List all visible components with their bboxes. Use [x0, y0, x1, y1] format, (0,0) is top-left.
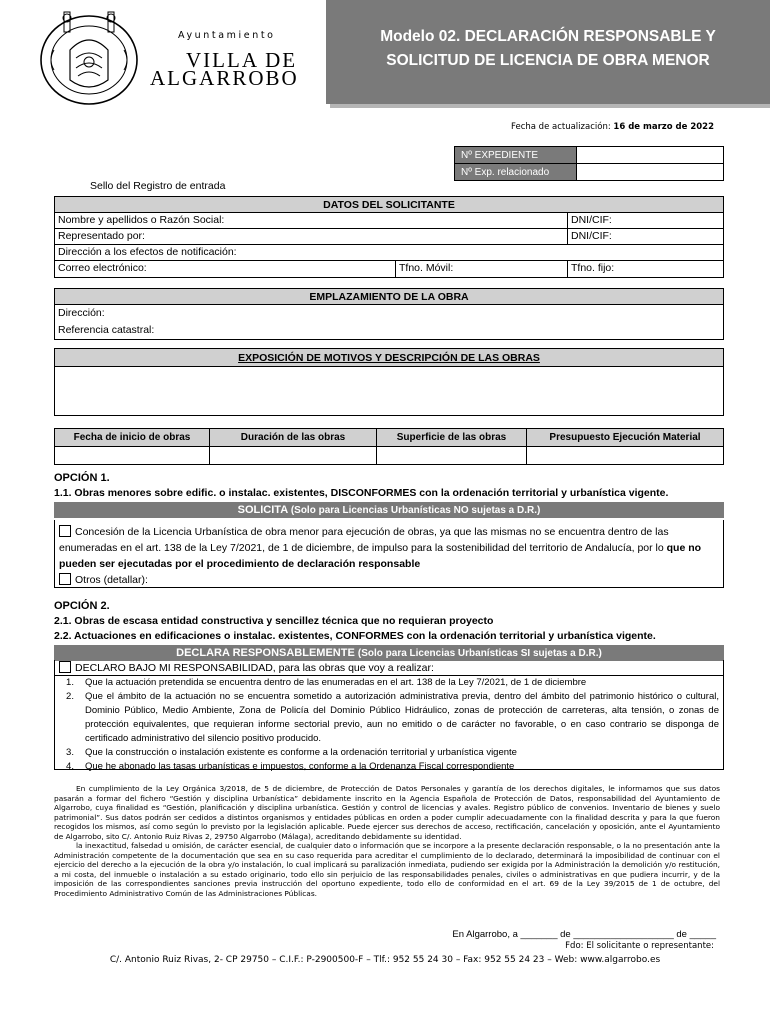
form-title-line1: Modelo 02. DECLARACIÓN RESPONSABLE Y	[380, 28, 716, 45]
obras-table	[54, 428, 724, 465]
item-text: Que la construcción o instalación existente es conforme a la ordenación territorial y urbanística vigente	[85, 747, 517, 758]
correo-field[interactable]: Correo electrónico:	[55, 261, 396, 277]
exp-relacionado-field[interactable]	[577, 164, 724, 181]
duracion-header: Duración de las obras	[210, 429, 377, 447]
solicita-label: SOLICITA	[237, 504, 288, 516]
concesion-checkbox[interactable]	[59, 525, 71, 537]
exposicion-title: EXPOSICIÓN DE MOTIVOS Y DESCRIPCIÓN DE LAS OBRAS	[55, 349, 723, 367]
concesion-text: Concesión de la Licencia Urbanística de obra menor para ejecución de obras, ya que las mismas no se encuentra dentro de las enumeradas en el art. 138 de la Ley 7/2021, de 1 de diciembre, de impulso para la sostenibilidad del territorio de Andalucía, por lo	[59, 526, 669, 554]
registro-sello-label: Sello del Registro de entrada	[90, 180, 226, 192]
opcion2-subtitle-2: 2.2. Actuaciones en edificaciones o instalac. existentes, CONFORMES con la ordenación territorial y urbanística vigente.	[54, 630, 656, 642]
opcion2-title: OPCIÓN 2.	[54, 600, 110, 612]
list-item	[55, 760, 723, 774]
firma-label: Fdo: El solicitante o representante:	[565, 941, 714, 951]
lugar-fecha-line: En Algarrobo, a _______ de ___________________ de _____	[452, 929, 716, 940]
direccion-notificacion-field[interactable]: Dirección a los efectos de notificación:	[58, 246, 237, 258]
item-number: 3.	[66, 747, 74, 758]
item-text: Que he abonado las tasas urbanísticas e impuestos, conforme a la Ordenanza Fiscal correspondiente	[85, 761, 515, 772]
otros-label: Otros (detallar):	[75, 574, 148, 586]
exp-relacionado-label: Nº Exp. relacionado	[455, 164, 577, 181]
nombre-field[interactable]: Nombre y apellidos o Razón Social:	[55, 213, 568, 228]
opcion1-subtitle: 1.1. Obras menores sobre edific. o instalac. existentes, DISCONFORMES con la ordenación territorial y urbanística vigente.	[54, 487, 669, 499]
exposicion-section	[54, 348, 724, 416]
update-date-value: 16 de marzo de 2022	[613, 122, 714, 132]
form-title-box	[326, 0, 770, 104]
update-date-label: Fecha de actualización:	[511, 122, 611, 132]
fecha-inicio-field[interactable]	[55, 447, 210, 465]
opcion1-title: OPCIÓN 1.	[54, 472, 110, 484]
direccion-obra-field[interactable]: Dirección:	[58, 307, 105, 319]
declara-label: DECLARA RESPONSABLEMENTE	[176, 647, 355, 659]
item-text: Que la actuación pretendida se encuentra dentro de las enumeradas en el art. 138 de la Ley 7/2021, de 1 de diciembre	[85, 677, 587, 688]
expediente-label: Nº EXPEDIENTE	[455, 147, 577, 164]
fijo-field[interactable]: Tfno. fijo:	[571, 262, 615, 274]
dni-field[interactable]: DNI/CIF:	[571, 214, 612, 226]
expediente-table	[454, 146, 724, 181]
fecha-inicio-header: Fecha de inicio de obras	[55, 429, 210, 447]
solicita-note: (Solo para Licencias Urbanísticas NO sujetas a D.R.)	[290, 505, 541, 516]
item-text: Que el ámbito de la actuación no se encuentra sometido a autorización administrativa previa, dentro del ámbito del patrimonio histórico o cultural, Dominio Público, Medio Ambiente, Zona de Policía del Dominio Público Hidráulico, zonas de protección de carreteras, alta tensión, o zonas de protección equivalentes, que requieran informe sectorial previo, aun no emitido o de carácter no favorable, o en caso contrario se disponga de certificado administrativo del silencio positivo producido.	[85, 691, 719, 744]
opcion2-subtitle-1: 2.1. Obras de escasa entidad constructiva y sencillez técnica que no requieran proyecto	[54, 615, 494, 627]
solicita-bar	[54, 502, 724, 518]
town-name-line1: VILLA DE	[186, 48, 298, 72]
footer-address: C/. Antonio Ruiz Rivas, 2- CP 29750 – C.I.F.: P-2900500-F – Tlf.: 952 55 24 30 – Fax: 952 55 24 23 – Web: www.algarrobo.es	[109, 955, 661, 965]
movil-field[interactable]: Tfno. Móvil:	[396, 261, 568, 277]
declaro-checkbox[interactable]	[59, 661, 71, 673]
list-item	[55, 690, 723, 746]
referencia-catastral-field[interactable]: Referencia catastral:	[58, 324, 155, 336]
legal-paragraph-1: En cumplimiento de la Ley Orgánica 3/2018, de 5 de diciembre, de Protección de Datos Personales y garantía de los derechos digitales, le informamos que sus datos pasarán a formar del fichero “Gestión y disciplina Urbanística” debidamente inscrito en la Agencia Española de Protección de Datos, responsabilidad del Ayuntamiento de Algarrobo, cuya finalidad es “Gestión, planificación y disciplina urbanística. Gestión y control de licencias y avales. Registro público de convenios. Inventario de bienes y suelo patrimonial”. Sus datos podrán ser cedidos a distintos organismos y entidades públicas en orden a poder cumplir adecuadamente con la finalidad descrita y para la que fueron recogidos los mismos, así como según lo previsto por la legislación aplicable. Puede ejercer sus derechos de acceso, rectificación, cancelación y oposición, ante el Ayuntamiento de Algarrobo, sito C/. Antonio Ruiz Rivas 2, 29750 Algarrobo (Málaga), acreditando debidamente su identidad.	[54, 784, 720, 841]
legal-notice	[54, 784, 720, 898]
ayuntamiento-label: Ayuntamiento	[178, 30, 276, 41]
declaro-text: DECLARO BAJO MI RESPONSABILIDAD, para las obras que voy a realizar:	[75, 662, 434, 674]
superficie-header: Superficie de las obras	[377, 429, 527, 447]
otros-checkbox[interactable]	[59, 573, 71, 585]
expediente-field[interactable]	[577, 147, 724, 164]
legal-paragraph-2: la inexactitud, falsedad u omisión, de carácter esencial, de cualquier dato o información que se incorpore a la presente declaración responsable, o la no presentación ante la Administración competente de la documentación que sea en su caso requerida para acreditar el cumplimiento de lo declarado, determinará la imposibilidad de continuar con el ejercicio del derecho a la ejecución de la obra y/o instalación, lo cual implicará su paralización inmediata, pudiendo ser exigida por la Administración la demolición y/o restitución, a mi costa, del inmueble o instalación a su estado originario, todo ello sin perjuicio de las responsabilidades penales, civiles o administrativas en que pudiera incurrir, y de la imposición de las correspondientes sanciones previa instrucción del oportuno expediente, todo ello de conformidad en el art. 69 de la Ley 39/2015 de 1 de octubre, del Procedimiento Administrativo Común de las Administraciones Públicas.	[54, 841, 720, 898]
duracion-field[interactable]	[210, 447, 377, 465]
item-number: 1.	[66, 677, 74, 688]
presupuesto-header: Presupuesto Ejecución Material	[527, 429, 724, 447]
emplazamiento-section	[54, 288, 724, 340]
declara-note: (Solo para Licencias Urbanísticas SI sujetas a D.R.)	[357, 648, 602, 659]
declara-bar	[54, 645, 724, 661]
solicitante-title: DATOS DEL SOLICITANTE	[55, 197, 723, 213]
municipal-seal-logo	[36, 10, 142, 106]
presupuesto-field[interactable]	[527, 447, 724, 465]
representado-field[interactable]: Representado por:	[55, 229, 568, 244]
superficie-field[interactable]	[377, 447, 527, 465]
update-date	[511, 122, 714, 132]
emplazamiento-title: EMPLAZAMIENTO DE LA OBRA	[55, 289, 723, 305]
town-name-line2: ALGARROBO	[150, 66, 299, 90]
list-item	[55, 676, 723, 690]
item-number: 2.	[66, 691, 74, 702]
dni-representante-field[interactable]: DNI/CIF:	[571, 230, 612, 242]
list-item	[55, 746, 723, 760]
item-number: 4.	[66, 761, 74, 772]
declaro-list	[55, 676, 723, 774]
solicitante-section	[54, 196, 724, 278]
form-title-line2: SOLICITUD DE LICENCIA DE OBRA MENOR	[386, 52, 710, 69]
opcion2-box	[54, 660, 724, 770]
concesion-text-bold: que no pueden ser ejecutadas por el procedimiento de declaración responsable	[59, 542, 702, 570]
exposicion-textarea[interactable]	[55, 367, 723, 415]
opcion1-box	[54, 520, 724, 588]
